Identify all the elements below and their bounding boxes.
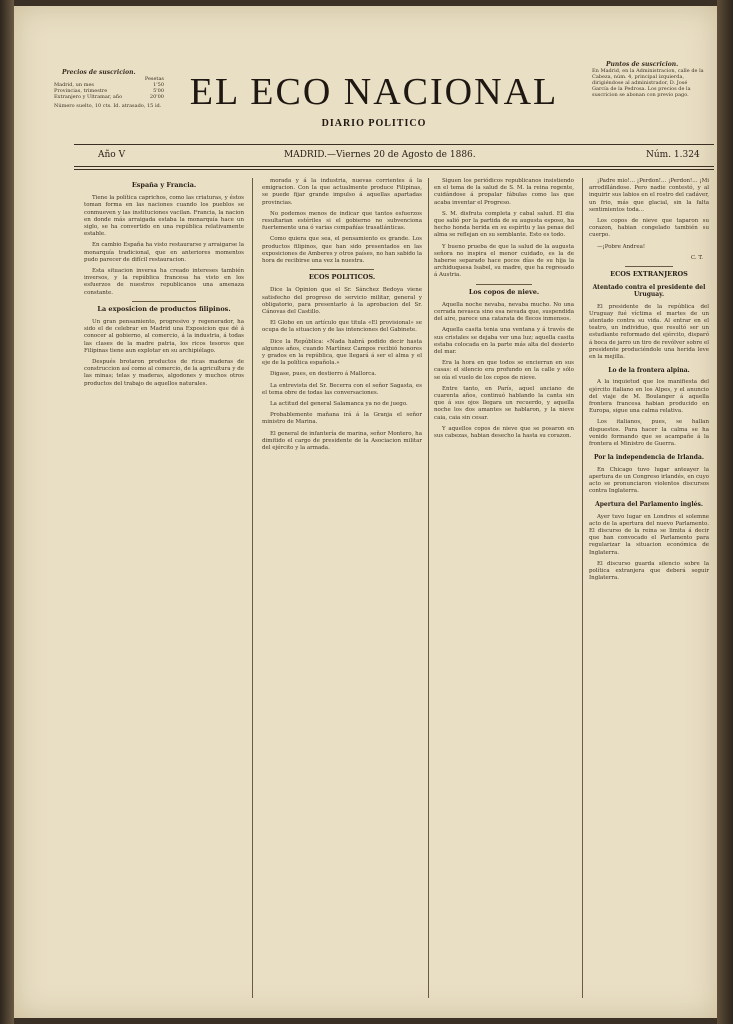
- paragraph: El discurso guarda silencio sobre la política extranjera que deberá seguir Inglaterra.: [589, 560, 709, 582]
- article-heading: Lo de la frontera alpina.: [608, 367, 690, 375]
- ads-title: Puntos de suscricion.: [606, 61, 679, 68]
- paragraph: Probablemente mañana irá á la Granja el señor ministro de Marina.: [262, 412, 422, 426]
- paragraph: Dice la Opinion que el Sr. Sánchez Bedoya viene satisfecho del progreso de servicio militar, general y obligatorio, para presentarlo á la aprobacion del Sr. Cánovas del Castillo.: [262, 287, 422, 316]
- prices-title: Precios de suscricion.: [62, 69, 136, 76]
- issue-number: Núm. 1.324: [646, 150, 700, 160]
- date-bar: [74, 146, 714, 166]
- column-4: [589, 178, 709, 586]
- prices-col-label: Pesetas: [144, 76, 164, 82]
- divider: [310, 269, 374, 270]
- paragraph: Como quiera que sea, el pensamiento es grande. Los productos filipinos, que han sido presentados en las exposiciones de Amberes y otros países, no han sabido la hora de recibirse una vez la nuestra.: [262, 236, 422, 265]
- paragraph: La entrevista del Sr. Becerra con el señor Sagasta, es el tema obre de todas las conversaciones.: [262, 382, 422, 396]
- price-notes: Número suelto, 10 cts. Id. atrasado, 15 id.: [54, 103, 162, 109]
- paragraph: Digase, pues, en destierro á Mallorca.: [270, 371, 377, 378]
- paragraph: Los copos de nieve que taparon su corazon, habian congelado también su cuerpo.: [589, 218, 709, 239]
- newspaper-page: [14, 6, 717, 1018]
- article-heading: España y Francia.: [131, 181, 197, 189]
- issue-date: MADRID.—Viernes 20 de Agosto de 1886.: [284, 150, 476, 160]
- article-heading: Atentado contra el presidente del Uruguay.: [592, 284, 706, 299]
- paragraph: Dice la República: «Nada habrá podido decir hasta algunos años, cuando Martínez Campos recibió honores y grados en la república, que llegará á ser el alma y el eje de la política española.»: [262, 338, 422, 367]
- column-3: [434, 178, 574, 444]
- paragraph: Aquella casita tenia una ventana y á través de sus cristales se dejaba ver una luz; aquella casita estaba colocada en la parte más alta del desierto del mar.: [434, 327, 574, 356]
- paragraph: A la inquietud que los manifiesta del ejército italiano en los Alpes, y el anuncio del viaje de M. Boulanger á aquella frontera francesa habian producido en Europa, sigue una calma relativa.: [589, 379, 709, 415]
- paragraph: Era la hora en que todos se encierran en sus casas: el silencio era profundo en la calle y sólo se oía el vuelo de los copos de nieve.: [434, 360, 574, 381]
- paragraph: Después brotaron productos de ricas maderas de construccion así como al comercio, de la agricultura y de las minas; telas y maderas, algodones y muchos otros productos del trabajo de aquellos naturales.: [84, 359, 244, 387]
- subscription-points: [592, 62, 704, 98]
- date-rule-2: [74, 169, 714, 170]
- newspaper-title: EL ECO NACIONAL: [189, 71, 559, 113]
- masthead: [14, 6, 717, 146]
- column-divider: [582, 178, 583, 998]
- paragraph: No podemos menos de indicar que tantos esfuerzos resultarian estériles si el gobierno no subvenciona fuertemente una ó varias compañías trasatlánticas.: [262, 210, 422, 232]
- price-row: Extranjero y Ultramar, año 20'00: [54, 94, 164, 100]
- date-rule-1: [74, 166, 714, 167]
- article-heading: Apertura del Parlamento inglés.: [595, 501, 703, 509]
- article-heading: Los copos de nieve.: [468, 287, 540, 296]
- year-label: Año V: [98, 150, 126, 160]
- paragraph: En Chicago tuvo lugar anteayer la apertura de un Congreso irlandés, en cuyo acto se pronunciaron violentos discursos contra Inglaterra.: [589, 466, 709, 495]
- paragraph: El Globo en un artículo que titula «El provisional» se ocupa de la situacion y de las intenciones del Gabinete.: [262, 320, 422, 334]
- column-divider: [428, 178, 429, 998]
- paragraph: Y aquellos copos de nieve que se posaron en sus cabezas, habian desecho la hasta su corazon.: [434, 425, 574, 440]
- paragraph: Siguen los periódicos republicanos insistiendo en el tema de la salud de S. M. la reina regente, cuidándose á propalar fábulas como las que acaba inventar el Progreso.: [434, 178, 574, 206]
- paragraph: La actitud del general Salamanca ya no de juego.: [270, 401, 408, 408]
- paragraph: Aquella noche nevaba, nevaba mucho. No una cerrada nevasca sino esa nevada que, suspendida del aire, parece una catarata de flecos inmensos.: [434, 301, 574, 323]
- paragraph: morada y á la industria, nuevas corrientes á la emigracion. Con la que actualmente produce Filipinas, se puede fijar grande impulso á aquellas apartadas provincias.: [262, 178, 422, 206]
- price-row: Madrid, un mes 1'50: [54, 82, 164, 88]
- paragraph: Esta situacion inversa ha creado intereses también inversos, y la república francesa ha visto en los esfuerzos de nuestros republicanos una amenaza constante.: [84, 268, 244, 296]
- paragraph: Entre tanto, en París, aquel anciano de cuarenta años, continuó hablando la canta sin que á sus ojos llegara un recuerdo, y aquella noche los dos amantes se hablaron, y la nieve caia, caia sin cesar.: [434, 385, 574, 421]
- article-heading: Por la independencia de Irlanda.: [594, 454, 704, 462]
- paragraph: Ayer tuvo lugar en Londres el solemne acto de la apertura del nuevo Parlamento. El discurso de la reina se limita á decir que han convocado el Parlamento para regularizar la situacion económica de Inglaterra.: [589, 513, 709, 556]
- divider: [132, 301, 196, 302]
- top-rule: [74, 144, 714, 145]
- paragraph: ¡Padre mio!... ¡Perdon!... ¡Perdon!... ¡Mi arrodillándose. Pero nadie contestó, y al inquirir sus labios en el rostro del cadáver, un frio, más que glacial, sin la falta sentimientos toda...: [589, 178, 709, 213]
- subscription-prices: [54, 70, 164, 109]
- column-1: [84, 178, 244, 392]
- section-heading: ECOS EXTRANJEROS: [610, 270, 688, 279]
- paragraph: Un gran pensamiento, progresivo y regenerador, ha sido el de celebrar en Madrid una Exposicion que dé á conocer al gobierno, al comercio, á la industria, á todas las clases de la madre patria, los ricos tesoros que Filipinas tiene aun explotar en su archipiélago.: [84, 319, 244, 354]
- ads-text: En Madrid, en la Administracion, calle de la Cabeza, núm. 4, principal izquierda, dirigiéndose al administrador, D. José García de la Pedrosa. Los precios de la suscricion se abonan con previo pago.: [592, 68, 704, 98]
- article-heading: La exposicion de productos filipinos.: [97, 304, 231, 313]
- column-2: [262, 178, 422, 456]
- book-gutter: [0, 0, 14, 1024]
- signature: C. T.: [690, 254, 703, 261]
- divider: [476, 284, 532, 285]
- paragraph: Los italianos, pues, se hallan dispuestos. Para hacer la calma se ha venido formando que se acampañe á la frontera el Ministro de Guerra.: [589, 419, 709, 448]
- paragraph: Y bueno prueba de que la salud de la augusta señora no inspira el menor cuidado, es la de haberse separado hace pocos días de su hija la archiduquesa Isabel, su madre, que ha regresado á Austria.: [434, 243, 574, 279]
- paragraph: S. M. disfruta completa y cabal salud. El dia que salió por la partida de su augusta esposo, ha hecho honda herida en su espíritu y las penas del alma se reflejan en su semblante. Esto es todo.: [434, 210, 574, 239]
- divider: [625, 266, 673, 267]
- paragraph: —¡Pobre Andrea!: [597, 243, 646, 250]
- page-edge: [717, 0, 733, 1024]
- price-row: Provincias, trimestre 5'00: [54, 88, 164, 94]
- paragraph: El presidente de la república del Uruguay fué víctima el martes de un atentado contra su vida. Al entrar en el teatro, un individuo, que resultó ser un estudiante reformado del ejército, disparó á boca de jarro un tiro de revólver sobre el presidente produciéndole una herida leve en la mejilla.: [589, 303, 709, 361]
- column-divider: [252, 178, 253, 998]
- newspaper-subtitle: DIARIO POLITICO: [321, 118, 427, 129]
- paragraph: El general de infantería de marina, señor Montero, ha dimitido el cargo de presidente de la Asociacion militar del ejército y la armada.: [262, 430, 422, 452]
- paragraph: Tiene la política caprichos, como las criaturas, y éstos toman forma en las naciones cuando los pueblos se conmueven y las instituciones vacilan. Francia, la nacion en donde más arraigada estaba la monarquía hace un siglo, se ha convertido en una república relativamente estable.: [84, 195, 244, 238]
- paragraph: En cambio España ha visto restaurarse y arraigarse la monarquía tradicional, que en anteriores momentos pudo parecer de difícil restauracion.: [84, 242, 244, 263]
- section-heading: ECOS POLITICOS.: [308, 273, 376, 282]
